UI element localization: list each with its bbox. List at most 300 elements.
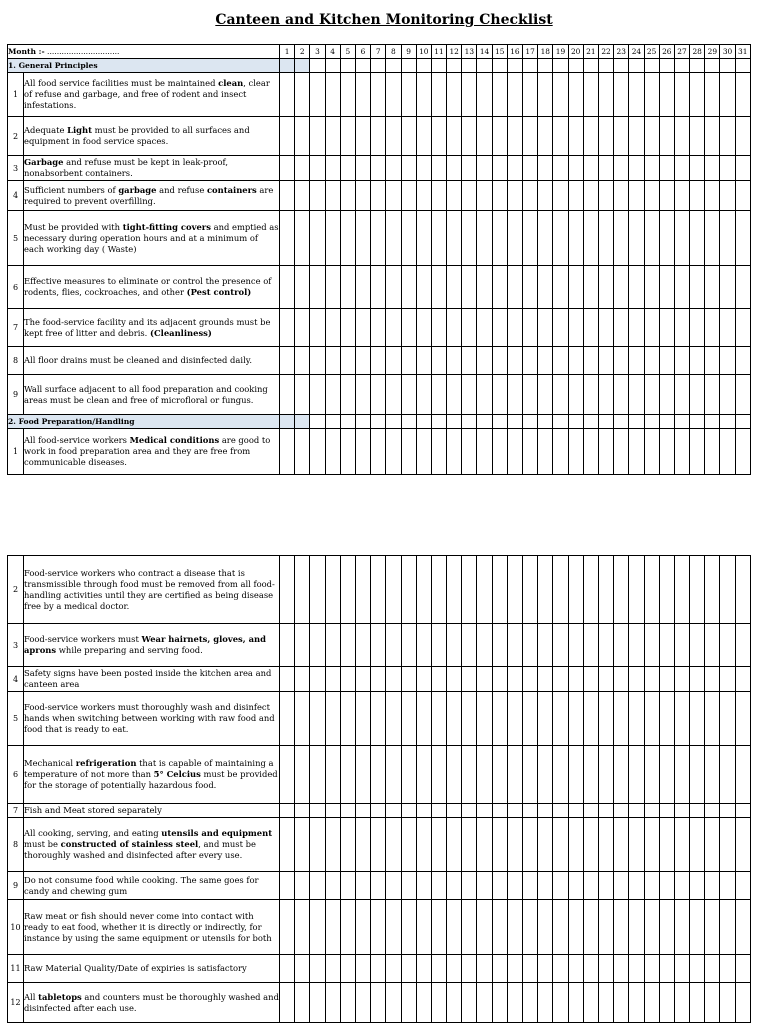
day-check-cell[interactable] bbox=[690, 375, 705, 415]
day-check-cell[interactable] bbox=[674, 156, 689, 181]
day-check-cell[interactable] bbox=[553, 266, 568, 309]
day-check-cell[interactable] bbox=[553, 156, 568, 181]
day-check-cell[interactable] bbox=[538, 181, 553, 211]
day-check-cell[interactable] bbox=[659, 156, 674, 181]
day-check-cell[interactable] bbox=[553, 429, 568, 475]
day-check-cell[interactable] bbox=[598, 181, 613, 211]
day-check-cell[interactable] bbox=[355, 429, 370, 475]
day-check-cell[interactable] bbox=[462, 818, 477, 872]
day-check-cell[interactable] bbox=[659, 900, 674, 955]
day-check-cell[interactable] bbox=[355, 211, 370, 266]
day-check-cell[interactable] bbox=[705, 347, 720, 375]
day-check-cell[interactable] bbox=[477, 556, 492, 624]
day-check-cell[interactable] bbox=[644, 309, 659, 347]
day-check-cell[interactable] bbox=[690, 818, 705, 872]
day-check-cell[interactable] bbox=[690, 266, 705, 309]
day-check-cell[interactable] bbox=[295, 983, 310, 1023]
day-check-cell[interactable] bbox=[523, 667, 538, 692]
day-check-cell[interactable] bbox=[340, 624, 355, 667]
day-check-cell[interactable] bbox=[295, 181, 310, 211]
day-check-cell[interactable] bbox=[295, 872, 310, 900]
day-check-cell[interactable] bbox=[340, 556, 355, 624]
day-check-cell[interactable] bbox=[477, 746, 492, 804]
day-check-cell[interactable] bbox=[325, 117, 340, 156]
day-check-cell[interactable] bbox=[644, 375, 659, 415]
day-check-cell[interactable] bbox=[629, 156, 644, 181]
day-check-cell[interactable] bbox=[401, 983, 416, 1023]
day-check-cell[interactable] bbox=[720, 624, 735, 667]
day-check-cell[interactable] bbox=[371, 955, 386, 983]
day-check-cell[interactable] bbox=[447, 429, 462, 475]
day-check-cell[interactable] bbox=[416, 955, 431, 983]
day-check-cell[interactable] bbox=[583, 375, 598, 415]
day-check-cell[interactable] bbox=[538, 746, 553, 804]
day-check-cell[interactable] bbox=[401, 804, 416, 818]
day-check-cell[interactable] bbox=[340, 266, 355, 309]
day-check-cell[interactable] bbox=[568, 375, 583, 415]
day-check-cell[interactable] bbox=[477, 266, 492, 309]
day-check-cell[interactable] bbox=[431, 181, 446, 211]
day-check-cell[interactable] bbox=[401, 556, 416, 624]
day-check-cell[interactable] bbox=[614, 556, 629, 624]
day-check-cell[interactable] bbox=[507, 117, 522, 156]
day-check-cell[interactable] bbox=[371, 556, 386, 624]
day-check-cell[interactable] bbox=[371, 804, 386, 818]
day-check-cell[interactable] bbox=[310, 746, 325, 804]
day-check-cell[interactable] bbox=[280, 624, 295, 667]
day-check-cell[interactable] bbox=[705, 73, 720, 117]
day-check-cell[interactable] bbox=[507, 692, 522, 746]
day-check-cell[interactable] bbox=[644, 117, 659, 156]
day-check-cell[interactable] bbox=[507, 818, 522, 872]
day-check-cell[interactable] bbox=[523, 117, 538, 156]
day-check-cell[interactable] bbox=[325, 692, 340, 746]
day-check-cell[interactable] bbox=[325, 624, 340, 667]
month-input-dots[interactable]: .............................. bbox=[44, 47, 120, 56]
day-check-cell[interactable] bbox=[583, 347, 598, 375]
day-check-cell[interactable] bbox=[280, 872, 295, 900]
day-check-cell[interactable] bbox=[462, 746, 477, 804]
day-check-cell[interactable] bbox=[659, 955, 674, 983]
day-check-cell[interactable] bbox=[477, 375, 492, 415]
day-check-cell[interactable] bbox=[310, 900, 325, 955]
day-check-cell[interactable] bbox=[492, 309, 507, 347]
day-check-cell[interactable] bbox=[310, 983, 325, 1023]
day-check-cell[interactable] bbox=[507, 375, 522, 415]
day-check-cell[interactable] bbox=[462, 429, 477, 475]
day-check-cell[interactable] bbox=[659, 818, 674, 872]
day-check-cell[interactable] bbox=[553, 818, 568, 872]
day-check-cell[interactable] bbox=[310, 818, 325, 872]
day-check-cell[interactable] bbox=[674, 181, 689, 211]
day-check-cell[interactable] bbox=[705, 117, 720, 156]
day-check-cell[interactable] bbox=[280, 266, 295, 309]
day-check-cell[interactable] bbox=[538, 624, 553, 667]
day-check-cell[interactable] bbox=[447, 556, 462, 624]
day-check-cell[interactable] bbox=[431, 818, 446, 872]
day-check-cell[interactable] bbox=[416, 818, 431, 872]
day-check-cell[interactable] bbox=[735, 117, 750, 156]
day-check-cell[interactable] bbox=[447, 117, 462, 156]
day-check-cell[interactable] bbox=[735, 746, 750, 804]
day-check-cell[interactable] bbox=[629, 872, 644, 900]
day-check-cell[interactable] bbox=[280, 429, 295, 475]
day-check-cell[interactable] bbox=[598, 818, 613, 872]
day-check-cell[interactable] bbox=[386, 746, 401, 804]
day-check-cell[interactable] bbox=[477, 156, 492, 181]
day-check-cell[interactable] bbox=[583, 211, 598, 266]
day-check-cell[interactable] bbox=[553, 872, 568, 900]
day-check-cell[interactable] bbox=[659, 375, 674, 415]
day-check-cell[interactable] bbox=[644, 211, 659, 266]
day-check-cell[interactable] bbox=[371, 73, 386, 117]
day-check-cell[interactable] bbox=[447, 667, 462, 692]
day-check-cell[interactable] bbox=[705, 955, 720, 983]
day-check-cell[interactable] bbox=[598, 667, 613, 692]
day-check-cell[interactable] bbox=[507, 309, 522, 347]
day-check-cell[interactable] bbox=[462, 667, 477, 692]
day-check-cell[interactable] bbox=[371, 211, 386, 266]
day-check-cell[interactable] bbox=[629, 900, 644, 955]
day-check-cell[interactable] bbox=[553, 692, 568, 746]
day-check-cell[interactable] bbox=[523, 266, 538, 309]
day-check-cell[interactable] bbox=[629, 804, 644, 818]
day-check-cell[interactable] bbox=[401, 900, 416, 955]
day-check-cell[interactable] bbox=[386, 347, 401, 375]
day-check-cell[interactable] bbox=[310, 73, 325, 117]
day-check-cell[interactable] bbox=[507, 73, 522, 117]
day-check-cell[interactable] bbox=[416, 117, 431, 156]
day-check-cell[interactable] bbox=[416, 429, 431, 475]
day-check-cell[interactable] bbox=[629, 692, 644, 746]
day-check-cell[interactable] bbox=[507, 872, 522, 900]
day-check-cell[interactable] bbox=[568, 73, 583, 117]
day-check-cell[interactable] bbox=[568, 266, 583, 309]
day-check-cell[interactable] bbox=[416, 900, 431, 955]
day-check-cell[interactable] bbox=[340, 746, 355, 804]
day-check-cell[interactable] bbox=[492, 156, 507, 181]
day-check-cell[interactable] bbox=[735, 900, 750, 955]
day-check-cell[interactable] bbox=[371, 746, 386, 804]
day-check-cell[interactable] bbox=[598, 156, 613, 181]
day-check-cell[interactable] bbox=[280, 211, 295, 266]
day-check-cell[interactable] bbox=[538, 347, 553, 375]
day-check-cell[interactable] bbox=[386, 955, 401, 983]
day-check-cell[interactable] bbox=[416, 556, 431, 624]
day-check-cell[interactable] bbox=[583, 804, 598, 818]
day-check-cell[interactable] bbox=[553, 309, 568, 347]
day-check-cell[interactable] bbox=[492, 955, 507, 983]
day-check-cell[interactable] bbox=[477, 73, 492, 117]
day-check-cell[interactable] bbox=[462, 156, 477, 181]
day-check-cell[interactable] bbox=[325, 375, 340, 415]
day-check-cell[interactable] bbox=[325, 181, 340, 211]
day-check-cell[interactable] bbox=[629, 955, 644, 983]
day-check-cell[interactable] bbox=[690, 692, 705, 746]
day-check-cell[interactable] bbox=[507, 983, 522, 1023]
day-check-cell[interactable] bbox=[735, 667, 750, 692]
day-check-cell[interactable] bbox=[674, 309, 689, 347]
day-check-cell[interactable] bbox=[325, 983, 340, 1023]
day-check-cell[interactable] bbox=[340, 872, 355, 900]
day-check-cell[interactable] bbox=[674, 375, 689, 415]
day-check-cell[interactable] bbox=[431, 375, 446, 415]
day-check-cell[interactable] bbox=[507, 667, 522, 692]
day-check-cell[interactable] bbox=[720, 667, 735, 692]
day-check-cell[interactable] bbox=[340, 375, 355, 415]
day-check-cell[interactable] bbox=[568, 347, 583, 375]
day-check-cell[interactable] bbox=[416, 804, 431, 818]
day-check-cell[interactable] bbox=[523, 375, 538, 415]
day-check-cell[interactable] bbox=[674, 667, 689, 692]
day-check-cell[interactable] bbox=[447, 156, 462, 181]
day-check-cell[interactable] bbox=[674, 872, 689, 900]
day-check-cell[interactable] bbox=[371, 872, 386, 900]
day-check-cell[interactable] bbox=[735, 556, 750, 624]
day-check-cell[interactable] bbox=[629, 667, 644, 692]
day-check-cell[interactable] bbox=[659, 266, 674, 309]
day-check-cell[interactable] bbox=[705, 983, 720, 1023]
day-check-cell[interactable] bbox=[401, 624, 416, 667]
day-check-cell[interactable] bbox=[523, 955, 538, 983]
day-check-cell[interactable] bbox=[659, 309, 674, 347]
day-check-cell[interactable] bbox=[720, 266, 735, 309]
day-check-cell[interactable] bbox=[462, 117, 477, 156]
day-check-cell[interactable] bbox=[280, 556, 295, 624]
day-check-cell[interactable] bbox=[371, 181, 386, 211]
day-check-cell[interactable] bbox=[371, 692, 386, 746]
day-check-cell[interactable] bbox=[310, 309, 325, 347]
day-check-cell[interactable] bbox=[371, 983, 386, 1023]
day-check-cell[interactable] bbox=[735, 266, 750, 309]
day-check-cell[interactable] bbox=[568, 556, 583, 624]
day-check-cell[interactable] bbox=[447, 624, 462, 667]
day-check-cell[interactable] bbox=[416, 211, 431, 266]
day-check-cell[interactable] bbox=[659, 872, 674, 900]
day-check-cell[interactable] bbox=[386, 117, 401, 156]
day-check-cell[interactable] bbox=[295, 624, 310, 667]
day-check-cell[interactable] bbox=[401, 872, 416, 900]
day-check-cell[interactable] bbox=[386, 804, 401, 818]
day-check-cell[interactable] bbox=[583, 624, 598, 667]
day-check-cell[interactable] bbox=[720, 955, 735, 983]
day-check-cell[interactable] bbox=[462, 181, 477, 211]
day-check-cell[interactable] bbox=[492, 117, 507, 156]
day-check-cell[interactable] bbox=[674, 117, 689, 156]
day-check-cell[interactable] bbox=[644, 181, 659, 211]
day-check-cell[interactable] bbox=[553, 900, 568, 955]
day-check-cell[interactable] bbox=[720, 983, 735, 1023]
day-check-cell[interactable] bbox=[371, 266, 386, 309]
day-check-cell[interactable] bbox=[355, 804, 370, 818]
day-check-cell[interactable] bbox=[705, 872, 720, 900]
day-check-cell[interactable] bbox=[477, 429, 492, 475]
day-check-cell[interactable] bbox=[280, 818, 295, 872]
day-check-cell[interactable] bbox=[310, 211, 325, 266]
day-check-cell[interactable] bbox=[538, 818, 553, 872]
day-check-cell[interactable] bbox=[690, 309, 705, 347]
day-check-cell[interactable] bbox=[325, 900, 340, 955]
day-check-cell[interactable] bbox=[553, 955, 568, 983]
day-check-cell[interactable] bbox=[644, 746, 659, 804]
day-check-cell[interactable] bbox=[492, 900, 507, 955]
day-check-cell[interactable] bbox=[295, 117, 310, 156]
day-check-cell[interactable] bbox=[538, 309, 553, 347]
day-check-cell[interactable] bbox=[674, 266, 689, 309]
day-check-cell[interactable] bbox=[568, 983, 583, 1023]
day-check-cell[interactable] bbox=[674, 556, 689, 624]
day-check-cell[interactable] bbox=[295, 375, 310, 415]
day-check-cell[interactable] bbox=[705, 624, 720, 667]
day-check-cell[interactable] bbox=[295, 692, 310, 746]
day-check-cell[interactable] bbox=[386, 818, 401, 872]
day-check-cell[interactable] bbox=[690, 181, 705, 211]
day-check-cell[interactable] bbox=[340, 900, 355, 955]
day-check-cell[interactable] bbox=[705, 804, 720, 818]
day-check-cell[interactable] bbox=[553, 746, 568, 804]
day-check-cell[interactable] bbox=[355, 900, 370, 955]
day-check-cell[interactable] bbox=[477, 309, 492, 347]
day-check-cell[interactable] bbox=[310, 266, 325, 309]
day-check-cell[interactable] bbox=[431, 955, 446, 983]
day-check-cell[interactable] bbox=[523, 156, 538, 181]
day-check-cell[interactable] bbox=[553, 73, 568, 117]
day-check-cell[interactable] bbox=[644, 872, 659, 900]
day-check-cell[interactable] bbox=[690, 955, 705, 983]
day-check-cell[interactable] bbox=[538, 872, 553, 900]
day-check-cell[interactable] bbox=[644, 556, 659, 624]
day-check-cell[interactable] bbox=[462, 983, 477, 1023]
day-check-cell[interactable] bbox=[355, 983, 370, 1023]
day-check-cell[interactable] bbox=[280, 667, 295, 692]
day-check-cell[interactable] bbox=[735, 983, 750, 1023]
day-check-cell[interactable] bbox=[477, 624, 492, 667]
day-check-cell[interactable] bbox=[583, 556, 598, 624]
day-check-cell[interactable] bbox=[644, 955, 659, 983]
day-check-cell[interactable] bbox=[629, 746, 644, 804]
day-check-cell[interactable] bbox=[629, 556, 644, 624]
day-check-cell[interactable] bbox=[705, 429, 720, 475]
day-check-cell[interactable] bbox=[401, 156, 416, 181]
day-check-cell[interactable] bbox=[492, 804, 507, 818]
day-check-cell[interactable] bbox=[553, 211, 568, 266]
day-check-cell[interactable] bbox=[325, 73, 340, 117]
day-check-cell[interactable] bbox=[598, 624, 613, 667]
day-check-cell[interactable] bbox=[523, 746, 538, 804]
day-check-cell[interactable] bbox=[705, 266, 720, 309]
day-check-cell[interactable] bbox=[492, 429, 507, 475]
day-check-cell[interactable] bbox=[735, 818, 750, 872]
day-check-cell[interactable] bbox=[416, 983, 431, 1023]
day-check-cell[interactable] bbox=[310, 347, 325, 375]
day-check-cell[interactable] bbox=[538, 900, 553, 955]
day-check-cell[interactable] bbox=[690, 872, 705, 900]
day-check-cell[interactable] bbox=[629, 117, 644, 156]
day-check-cell[interactable] bbox=[340, 347, 355, 375]
day-check-cell[interactable] bbox=[583, 746, 598, 804]
day-check-cell[interactable] bbox=[598, 211, 613, 266]
day-check-cell[interactable] bbox=[280, 156, 295, 181]
day-check-cell[interactable] bbox=[386, 211, 401, 266]
day-check-cell[interactable] bbox=[553, 983, 568, 1023]
day-check-cell[interactable] bbox=[629, 375, 644, 415]
day-check-cell[interactable] bbox=[355, 156, 370, 181]
day-check-cell[interactable] bbox=[431, 556, 446, 624]
day-check-cell[interactable] bbox=[583, 818, 598, 872]
day-check-cell[interactable] bbox=[614, 73, 629, 117]
day-check-cell[interactable] bbox=[416, 872, 431, 900]
day-check-cell[interactable] bbox=[629, 73, 644, 117]
day-check-cell[interactable] bbox=[280, 181, 295, 211]
day-check-cell[interactable] bbox=[462, 375, 477, 415]
day-check-cell[interactable] bbox=[386, 181, 401, 211]
day-check-cell[interactable] bbox=[280, 347, 295, 375]
day-check-cell[interactable] bbox=[355, 818, 370, 872]
day-check-cell[interactable] bbox=[735, 375, 750, 415]
day-check-cell[interactable] bbox=[325, 667, 340, 692]
day-check-cell[interactable] bbox=[523, 624, 538, 667]
day-check-cell[interactable] bbox=[690, 211, 705, 266]
day-check-cell[interactable] bbox=[523, 900, 538, 955]
day-check-cell[interactable] bbox=[659, 667, 674, 692]
day-check-cell[interactable] bbox=[583, 266, 598, 309]
day-check-cell[interactable] bbox=[720, 211, 735, 266]
day-check-cell[interactable] bbox=[583, 117, 598, 156]
day-check-cell[interactable] bbox=[447, 73, 462, 117]
day-check-cell[interactable] bbox=[416, 181, 431, 211]
day-check-cell[interactable] bbox=[507, 181, 522, 211]
day-check-cell[interactable] bbox=[690, 156, 705, 181]
day-check-cell[interactable] bbox=[355, 181, 370, 211]
day-check-cell[interactable] bbox=[614, 181, 629, 211]
day-check-cell[interactable] bbox=[477, 955, 492, 983]
day-check-cell[interactable] bbox=[674, 429, 689, 475]
day-check-cell[interactable] bbox=[492, 746, 507, 804]
day-check-cell[interactable] bbox=[538, 556, 553, 624]
day-check-cell[interactable] bbox=[477, 181, 492, 211]
day-check-cell[interactable] bbox=[720, 117, 735, 156]
day-check-cell[interactable] bbox=[735, 955, 750, 983]
day-check-cell[interactable] bbox=[644, 73, 659, 117]
day-check-cell[interactable] bbox=[386, 983, 401, 1023]
day-check-cell[interactable] bbox=[720, 746, 735, 804]
day-check-cell[interactable] bbox=[720, 804, 735, 818]
day-check-cell[interactable] bbox=[507, 804, 522, 818]
day-check-cell[interactable] bbox=[568, 955, 583, 983]
day-check-cell[interactable] bbox=[735, 804, 750, 818]
day-check-cell[interactable] bbox=[295, 429, 310, 475]
day-check-cell[interactable] bbox=[690, 347, 705, 375]
day-check-cell[interactable] bbox=[401, 181, 416, 211]
day-check-cell[interactable] bbox=[310, 556, 325, 624]
day-check-cell[interactable] bbox=[583, 429, 598, 475]
day-check-cell[interactable] bbox=[523, 556, 538, 624]
day-check-cell[interactable] bbox=[507, 266, 522, 309]
day-check-cell[interactable] bbox=[447, 692, 462, 746]
day-check-cell[interactable] bbox=[690, 983, 705, 1023]
day-check-cell[interactable] bbox=[507, 955, 522, 983]
day-check-cell[interactable] bbox=[431, 900, 446, 955]
day-check-cell[interactable] bbox=[280, 117, 295, 156]
day-check-cell[interactable] bbox=[598, 73, 613, 117]
day-check-cell[interactable] bbox=[538, 211, 553, 266]
day-check-cell[interactable] bbox=[568, 309, 583, 347]
day-check-cell[interactable] bbox=[371, 309, 386, 347]
day-check-cell[interactable] bbox=[447, 375, 462, 415]
day-check-cell[interactable] bbox=[462, 347, 477, 375]
day-check-cell[interactable] bbox=[507, 429, 522, 475]
day-check-cell[interactable] bbox=[477, 211, 492, 266]
